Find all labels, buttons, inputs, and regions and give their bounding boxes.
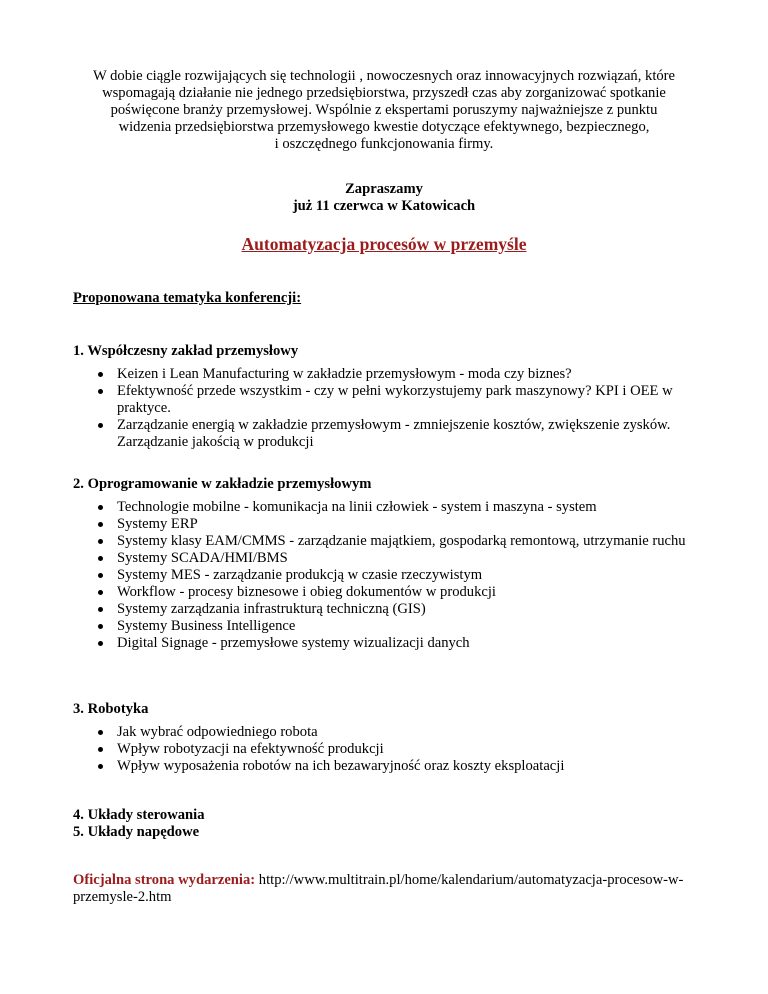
intro-paragraph [60,68,708,153]
bullet-icon [98,747,103,752]
list-item-text: Systemy SCADA/HMI/BMS [117,550,288,566]
intro-line: poświęcone branży przemysłowej. Wspólnie z ekspertami poruszymy najważniejsze z punktu [110,102,658,118]
list-item-text: Wpływ wyposażenia robotów na ich bezawaryjność oraz koszty eksploatacji [117,758,565,774]
list-item-text: Digital Signage - przemysłowe systemy wizualizacji danych [117,635,470,651]
bullet-icon [98,573,103,578]
list-item [73,417,713,451]
list-item [73,584,713,601]
bullet-list [73,366,713,451]
bullet-icon [98,607,103,612]
topics-heading: Proponowana tematyka konferencji: [73,290,302,306]
list-item [73,618,713,635]
bullet-list [73,724,713,775]
list-item-text: Technologie mobilne - komunikacja na linii człowiek - system i maszyna - system [117,499,597,515]
list-item [73,601,713,618]
list-item-text: Systemy ERP [117,516,198,532]
list-item-text: Systemy MES - zarządzanie produkcją w czasie rzeczywistym [117,567,483,583]
list-item-text: Jak wybrać odpowiedniego robota [117,724,318,740]
list-item-text: Efektywność przede wszystkim - czy w pełni wykorzystujemy park maszynowy? KPI i OEE w praktyce. [117,383,673,416]
bullet-list [73,499,713,652]
list-item-text: Systemy klasy EAM/CMMS - zarządzanie majątkiem, gospodarką remontową, utrzymanie ruchu [117,533,686,549]
intro-line: i oszczędnego funkcjonowania firmy. [274,136,494,152]
official-website-url[interactable]: http://www.multitrain.pl/home/kalendarium/automatyzacja-procesow-w-przemysle-2.htm [73,872,684,905]
event-title: Automatyzacja procesów w przemyśle [241,234,527,254]
bullet-icon [98,372,103,377]
invitation-block [60,181,708,215]
list-item [73,724,713,741]
section-title: 3. Robotyka [73,701,149,717]
list-item [73,741,713,758]
list-item [73,516,713,533]
list-item [73,499,713,516]
official-website-line [73,872,693,906]
list-item [73,550,713,567]
list-item-text: Keizen i Lean Manufacturing w zakładzie przemysłowym - moda czy biznes? [117,366,572,382]
list-item-text: Workflow - procesy biznesowe i obieg dokumentów w produkcji [117,584,496,600]
bullet-icon [98,730,103,735]
section-title: 2. Oprogramowanie w zakładzie przemysłowym [73,476,372,492]
list-item-text: Systemy zarządzania infrastrukturą techniczną (GIS) [117,601,426,617]
section-title: 4. Układy sterowania [73,807,205,823]
bullet-icon [98,624,103,629]
bullet-icon [98,505,103,510]
intro-line: W dobie ciągle rozwijających się technologii , nowoczesnych oraz innowacyjnych rozwiązań, które [92,68,676,84]
bullet-icon [98,641,103,646]
list-item [73,758,713,775]
section-title: 1. Współczesny zakład przemysłowy [73,343,299,359]
official-website-label: Oficjalna strona wydarzenia: [73,872,256,888]
section-title: 5. Układy napędowe [73,824,200,840]
intro-line: widzenia przedsiębiorstwa przemysłowego kwestie dotyczące efektywnego, bezpiecznego, [118,119,650,135]
invitation-date-line: już 11 czerwca w Katowicach [292,198,476,214]
bullet-icon [98,764,103,769]
list-item [73,533,713,550]
list-item-text: Wpływ robotyzacji na efektywność produkcji [117,741,384,757]
bullet-icon [98,423,103,428]
list-item [73,567,713,584]
list-item-text: Zarządzanie energią w zakładzie przemysłowym - zmniejszenie kosztów, zwiększenie zysków. Zarządzanie jakością w produkcji [117,417,671,450]
list-item [73,383,713,417]
bullet-icon [98,522,103,527]
intro-line: wspomagają działanie nie jednego przedsiębiorstwa, przyszedł czas aby zorganizować spotkanie [102,85,666,101]
bullet-icon [98,539,103,544]
bullet-icon [98,590,103,595]
list-item-text: Systemy Business Intelligence [117,618,296,634]
bullet-icon [98,389,103,394]
list-item [73,366,713,383]
list-item [73,635,713,652]
invitation-line: Zapraszamy [345,181,423,197]
bullet-icon [98,556,103,561]
